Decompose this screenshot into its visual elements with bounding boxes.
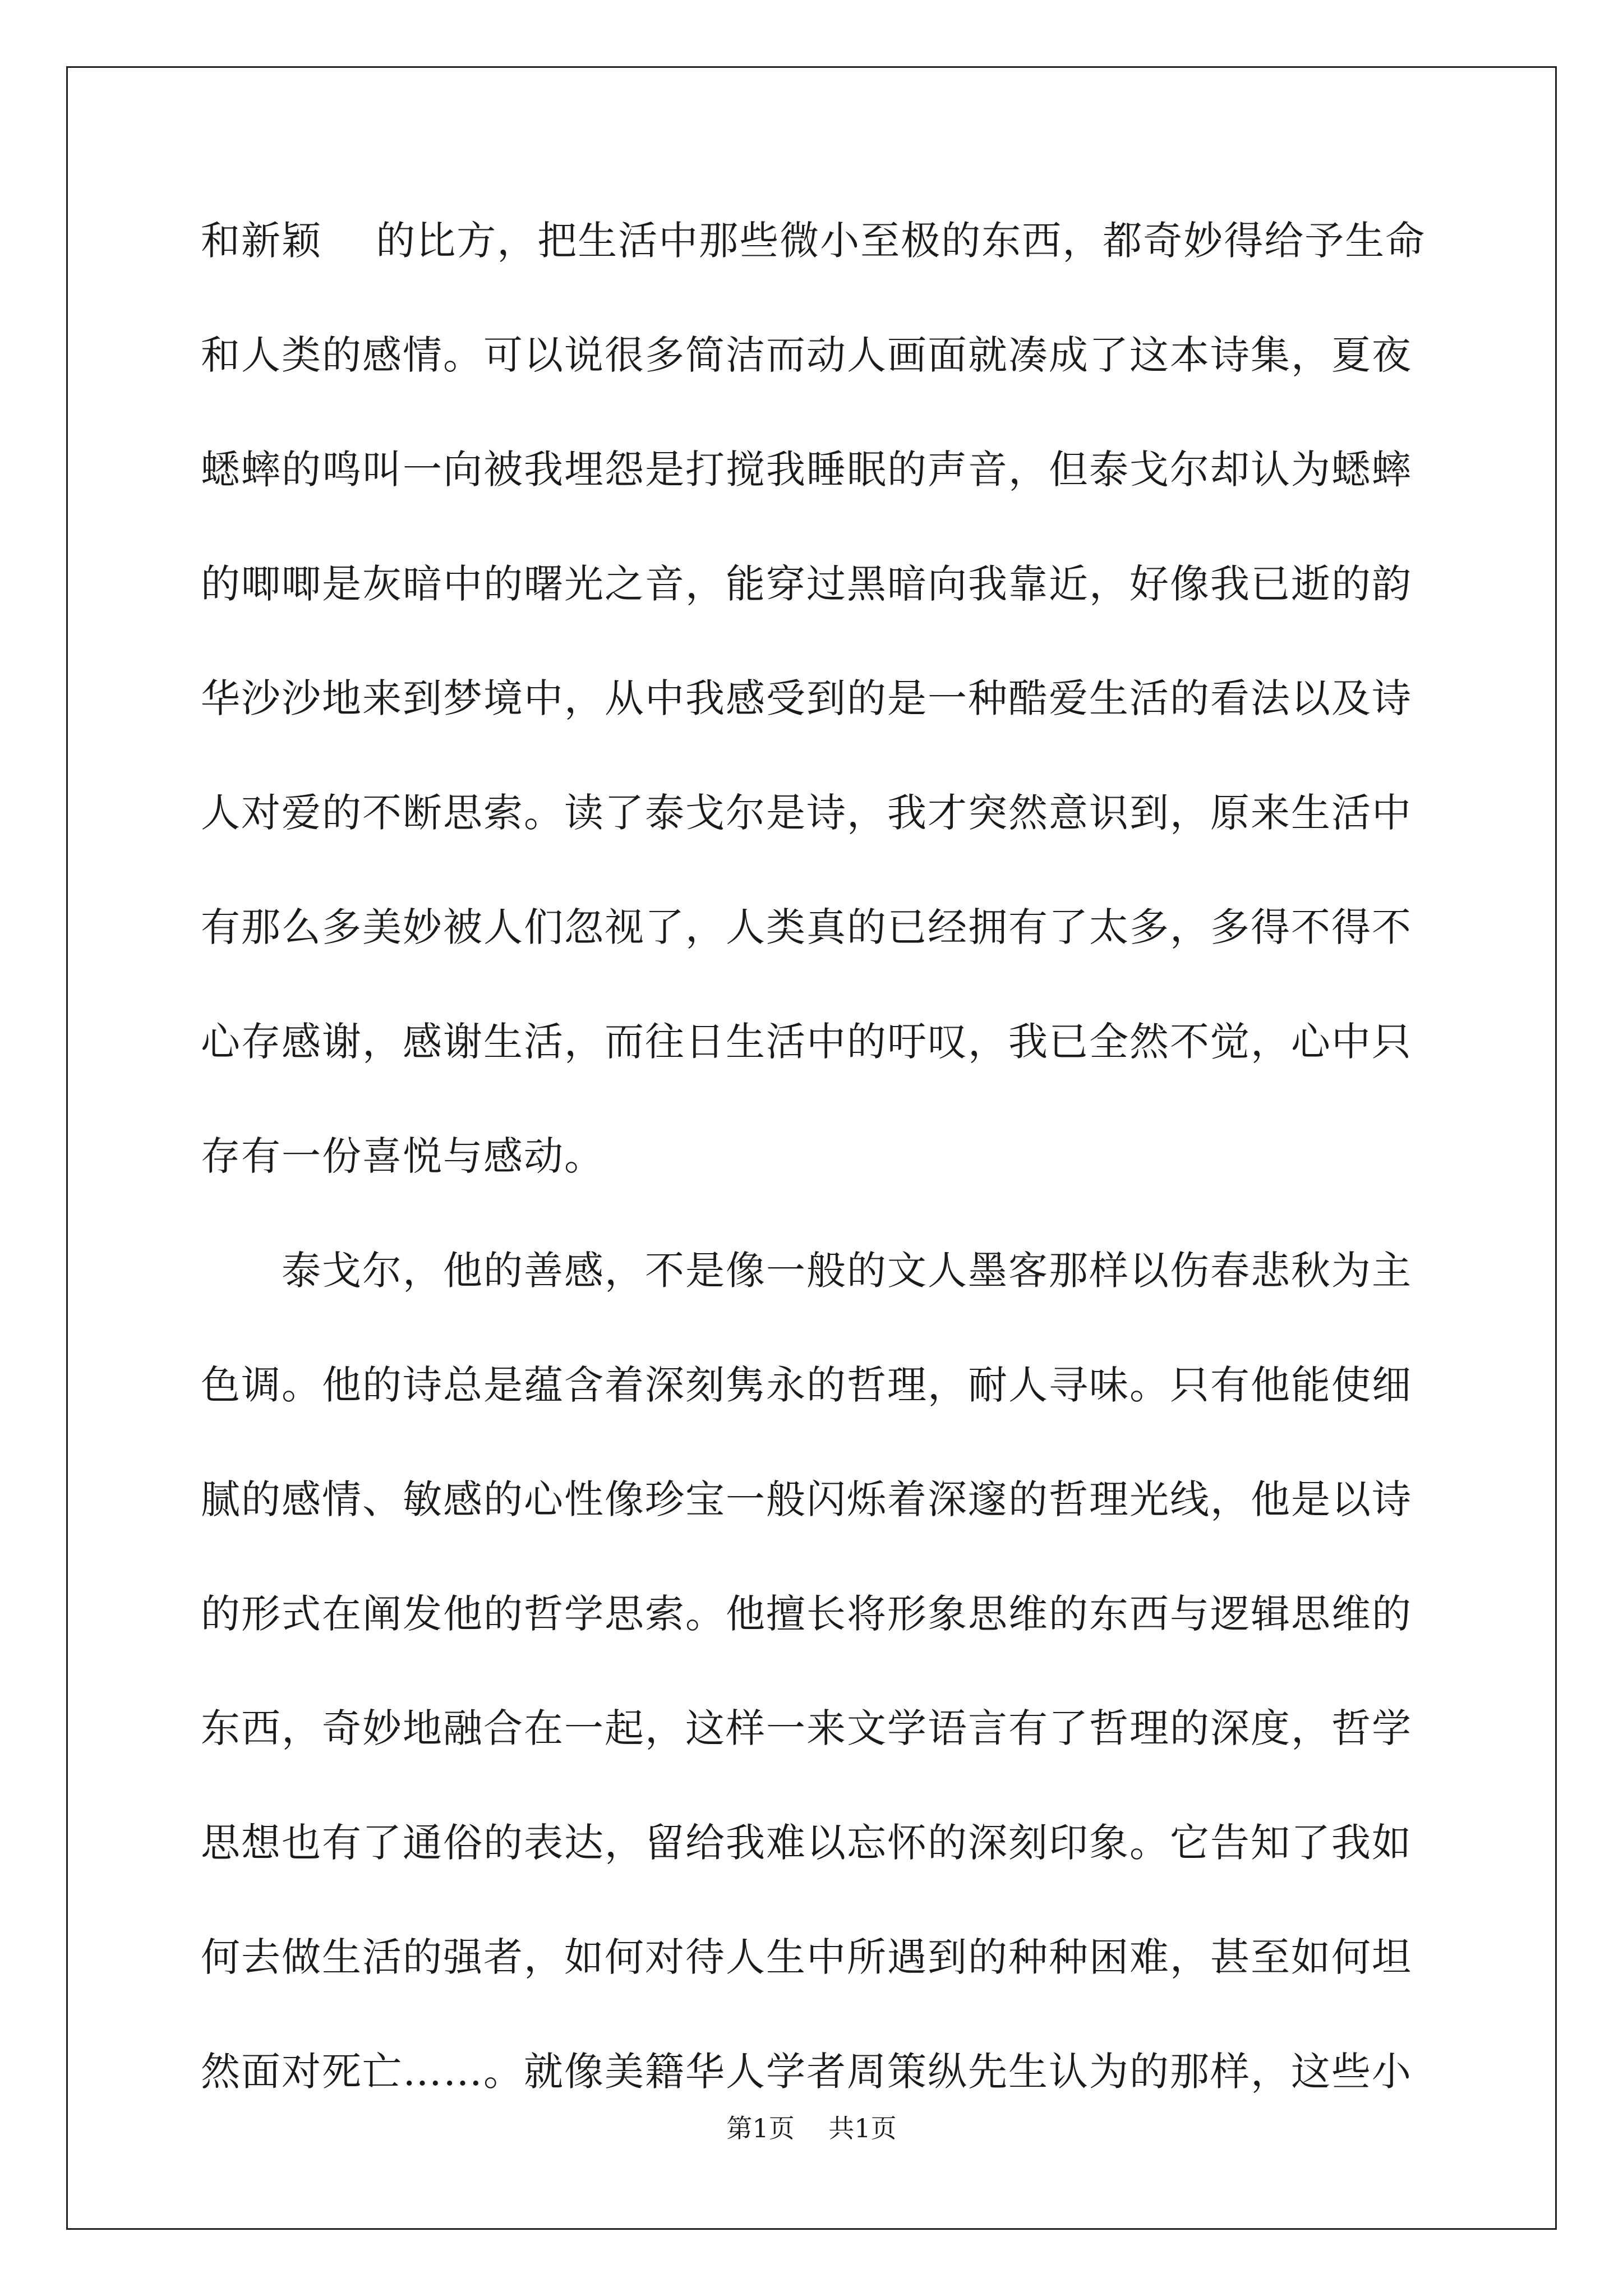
text-line-12: 腻的感情、敏感的心性像珍宝一般闪烁着深邃的哲理光线，他是以诗 [201,1476,1412,1522]
text-line-10: 泰戈尔，他的善感，不是像一般的文人墨客那样以伤春悲秋为主 [201,1248,1412,1294]
text-line-4: 的唧唧是灰暗中的曙光之音，能穿过黑暗向我靠近，好像我已逝的韵 [201,561,1412,607]
text-line-11: 色调。他的诗总是蕴含着深刻隽永的哲理，耐人寻味。只有他能使细 [201,1362,1412,1408]
text-line-7: 有那么多美妙被人们忽视了，人类真的已经拥有了太多，多得不得不 [201,904,1412,950]
text-line-8: 心存感谢，感谢生活，而往日生活中的吁叹，我已全然不觉，心中只 [201,1019,1412,1065]
text-line-9: 存有一份喜悦与感动。 [201,1133,605,1179]
text-line-13: 的形式在阐发他的哲学思索。他擅长将形象思维的东西与逻辑思维的 [201,1591,1412,1637]
text-line-1: 和新颖 的比方，把生活中那些微小至极的东西，都奇妙得给予生命 [201,218,1426,264]
text-line-3: 蟋蟀的鸣叫一向被我埋怨是打搅我睡眠的声音，但泰戈尔却认为蟋蟀 [201,447,1412,493]
text-line-5: 华沙沙地来到梦境中，从中我感受到的是一种酷爱生活的看法以及诗 [201,675,1412,721]
text-line-2: 和人类的感情。可以说很多简洁而动人画面就凑成了这本诗集，夏夜 [201,332,1412,378]
text-line-15: 思想也有了通俗的表达，留给我难以忘怀的深刻印象。它告知了我如 [201,1820,1412,1866]
text-line-6: 人对爱的不断思索。读了泰戈尔是诗，我才突然意识到，原来生活中 [201,790,1412,836]
text-line-16: 何去做生活的强者，如何对待人生中所遇到的种种困难，甚至如何坦 [201,1934,1412,1980]
document-body [201,195,1435,2141]
text-line-17: 然面对死亡……。就像美籍华人学者周策纵先生认为的那样，这些小 [201,2049,1412,2095]
page-footer: 第1页 共1页 [726,2113,897,2143]
text-line-14: 东西，奇妙地融合在一起，这样一来文学语言有了哲理的深度，哲学 [201,1705,1412,1751]
